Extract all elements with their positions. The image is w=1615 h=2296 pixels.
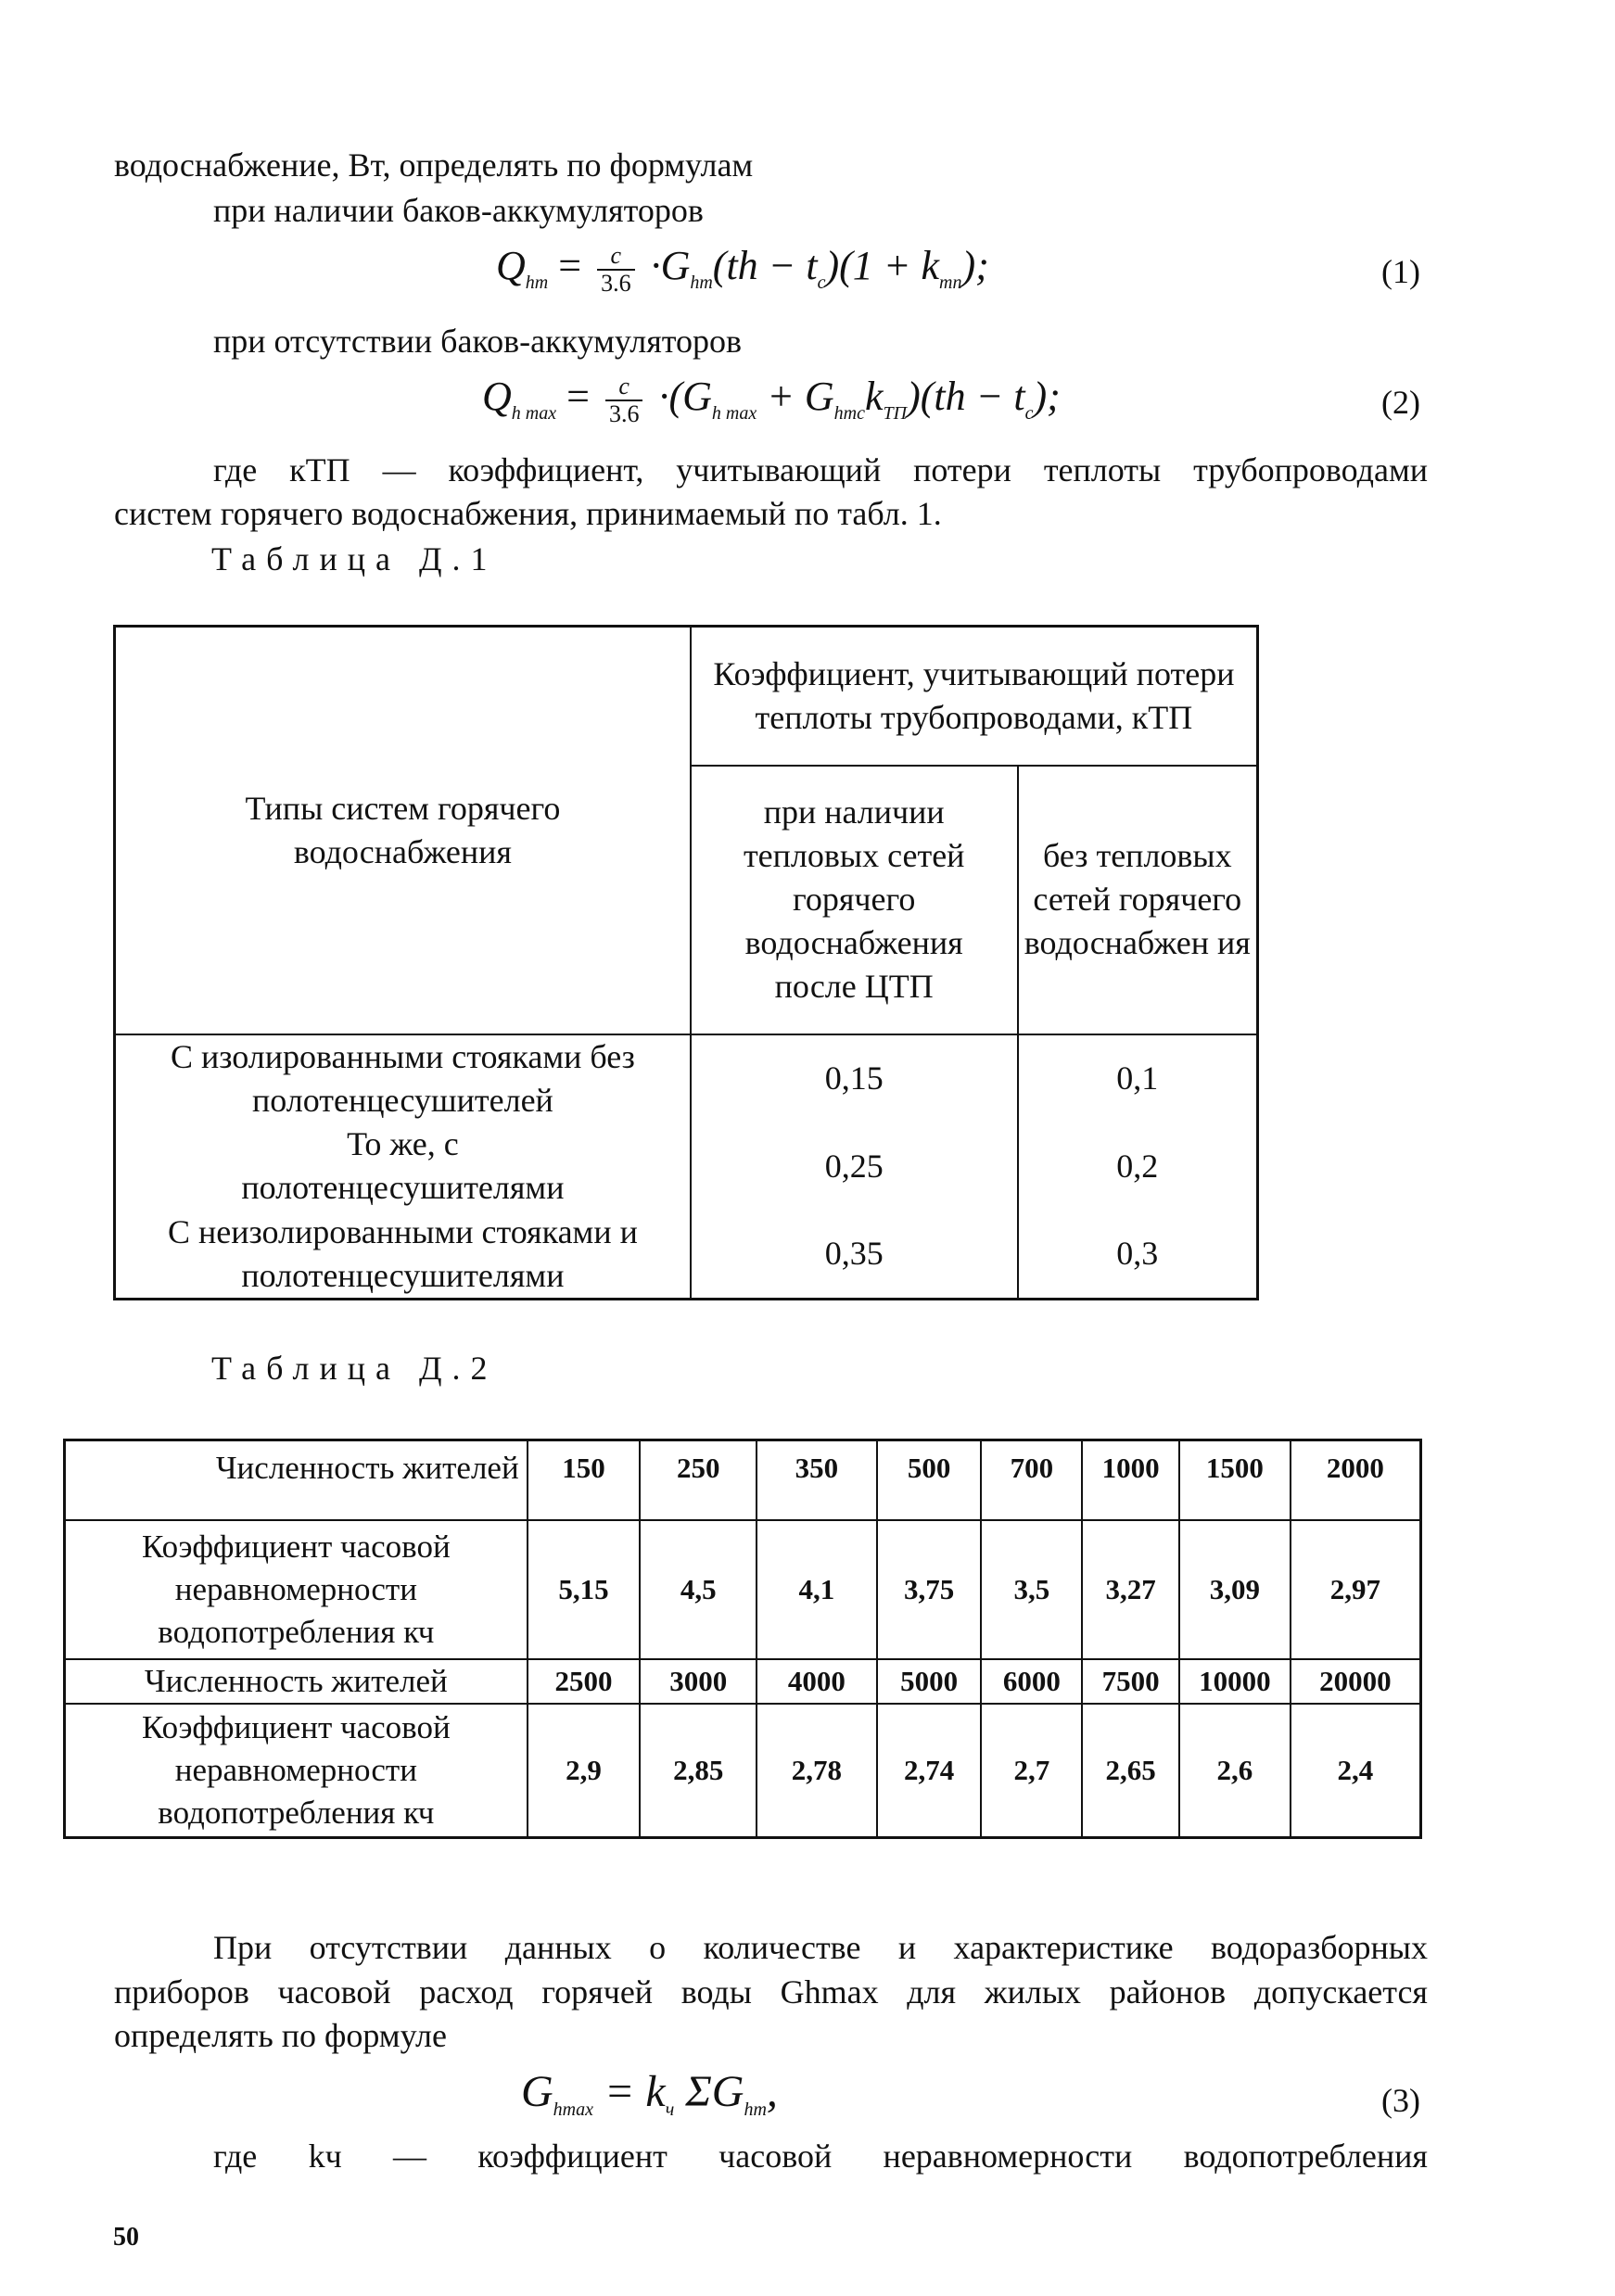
- table2-cell: 2,6: [1179, 1704, 1291, 1838]
- table2-cell: 4000: [757, 1659, 877, 1704]
- formula-1-number: (1): [1381, 253, 1420, 290]
- table2-cell: 3,27: [1082, 1520, 1179, 1659]
- table2-label-coef: Коэффициент часовой неравномерности водопотребления кч: [65, 1520, 528, 1659]
- table2-cell: 500: [877, 1440, 982, 1520]
- table2-label-residents: Численность жителей: [65, 1659, 528, 1704]
- page-number: 50: [113, 2223, 139, 2252]
- formula-1: $Q_{hm}$ = $\frac{c}{3.6}$ $\cdot G_{hm}(th - t_c)(1 + k_{mn})$;: [496, 242, 989, 297]
- table1-header-types: Типы систем горячего водоснабжения: [115, 627, 691, 1034]
- table2-label-coef: Коэффициент часовой неравномерности водопотребления кч: [65, 1704, 528, 1838]
- table2-caption: Таблица Д.2: [211, 1350, 498, 1387]
- table1-row-without: 0,1: [1018, 1034, 1258, 1123]
- table1-row-type: С неизолированными стояками и полотенцесушителями: [115, 1211, 691, 1300]
- table2-cell: 2,97: [1291, 1520, 1421, 1659]
- paragraph3-line-2: приборов часовой расход горячей воды Ghmax для жилых районов допускается: [114, 1973, 1428, 2011]
- table2-cell: 2,7: [981, 1704, 1082, 1838]
- paragraph3-line-1: При отсутствии данных о количестве и характеристике водоразборных: [213, 1929, 1428, 1966]
- table1-header-coef: Коэффициент, учитывающий потери теплоты трубопроводами, кТП: [691, 627, 1258, 766]
- table2-cell: 4,5: [640, 1520, 757, 1659]
- table2-cell: 2,74: [877, 1704, 982, 1838]
- table2-cell: 10000: [1179, 1659, 1291, 1704]
- table2-cell: 2500: [528, 1659, 641, 1704]
- table2-cell: 2,65: [1082, 1704, 1179, 1838]
- table2-cell: 1000: [1082, 1440, 1179, 1520]
- table1-row-type: С изолированными стояками без полотенцесушителей: [115, 1034, 691, 1123]
- formula-2-number: (2): [1381, 384, 1420, 421]
- table2-cell: 350: [757, 1440, 877, 1520]
- table1-header-with-networks: при наличии тепловых сетей горячего водоснабжения после ЦТП: [691, 766, 1018, 1034]
- table2-cell: 2,78: [757, 1704, 877, 1838]
- formula-2: $Q_{h max}$ = $\frac{c}{3.6}$ $\cdot(G_{h max} + G_{hmc}k_{ТП})(th - t_c)$;: [482, 373, 1061, 427]
- table2-label-residents: Численность жителей: [65, 1440, 528, 1520]
- intro-line-1: водоснабжение, Вт, определять по формулам: [114, 146, 754, 184]
- formula-3-number: (3): [1381, 2082, 1420, 2119]
- table2-cell: 3,75: [877, 1520, 982, 1659]
- table2-cell: 2,4: [1291, 1704, 1421, 1838]
- table2-cell: 3,09: [1179, 1520, 1291, 1659]
- table1-row-with: 0,25: [691, 1123, 1018, 1211]
- table2-cell: 2,85: [640, 1704, 757, 1838]
- table2-cell: 2,9: [528, 1704, 641, 1838]
- table2-cell: 5000: [877, 1659, 982, 1704]
- table1-row-with: 0,35: [691, 1211, 1018, 1300]
- paragraph3-line-3: определять по формуле: [114, 2017, 447, 2054]
- table2-cell: 150: [528, 1440, 641, 1520]
- table1-caption: Таблица Д.1: [211, 540, 498, 577]
- table2-cell: 7500: [1082, 1659, 1179, 1704]
- table1-row-with: 0,15: [691, 1034, 1018, 1123]
- table2-cell: 20000: [1291, 1659, 1421, 1704]
- table2-cell: 700: [981, 1440, 1082, 1520]
- intro-line-3: при отсутствии баков-аккумуляторов: [213, 323, 743, 360]
- table1-row-without: 0,3: [1018, 1211, 1258, 1300]
- formula-3: $G_{hmax} = k_ч$ $\Sigma G_{hm}$,: [521, 2067, 778, 2120]
- table-1: [113, 625, 1259, 1300]
- table-2: [63, 1439, 1422, 1839]
- table2-cell: 250: [640, 1440, 757, 1520]
- table2-cell: 5,15: [528, 1520, 641, 1659]
- last-line: где kч — коэффициент часовой неравномерности водопотребления: [213, 2137, 1428, 2175]
- table2-cell: 3,5: [981, 1520, 1082, 1659]
- table2-cell: 6000: [981, 1659, 1082, 1704]
- where-line-2: систем горячего водоснабжения, принимаемый по табл. 1.: [114, 495, 942, 532]
- table1-header-without-networks: без тепловых сетей горячего водоснабжен ия: [1018, 766, 1258, 1034]
- table2-cell: 1500: [1179, 1440, 1291, 1520]
- table2-cell: 3000: [640, 1659, 757, 1704]
- table2-cell: 2000: [1291, 1440, 1421, 1520]
- intro-line-2: при наличии баков-аккумуляторов: [213, 192, 704, 229]
- table1-row-without: 0,2: [1018, 1123, 1258, 1211]
- where-line-1: где кТП — коэффициент, учитывающий потери теплоты трубопроводами: [213, 451, 1428, 488]
- table2-cell: 4,1: [757, 1520, 877, 1659]
- table1-row-type: То же, с полотенцесушителями: [115, 1123, 691, 1211]
